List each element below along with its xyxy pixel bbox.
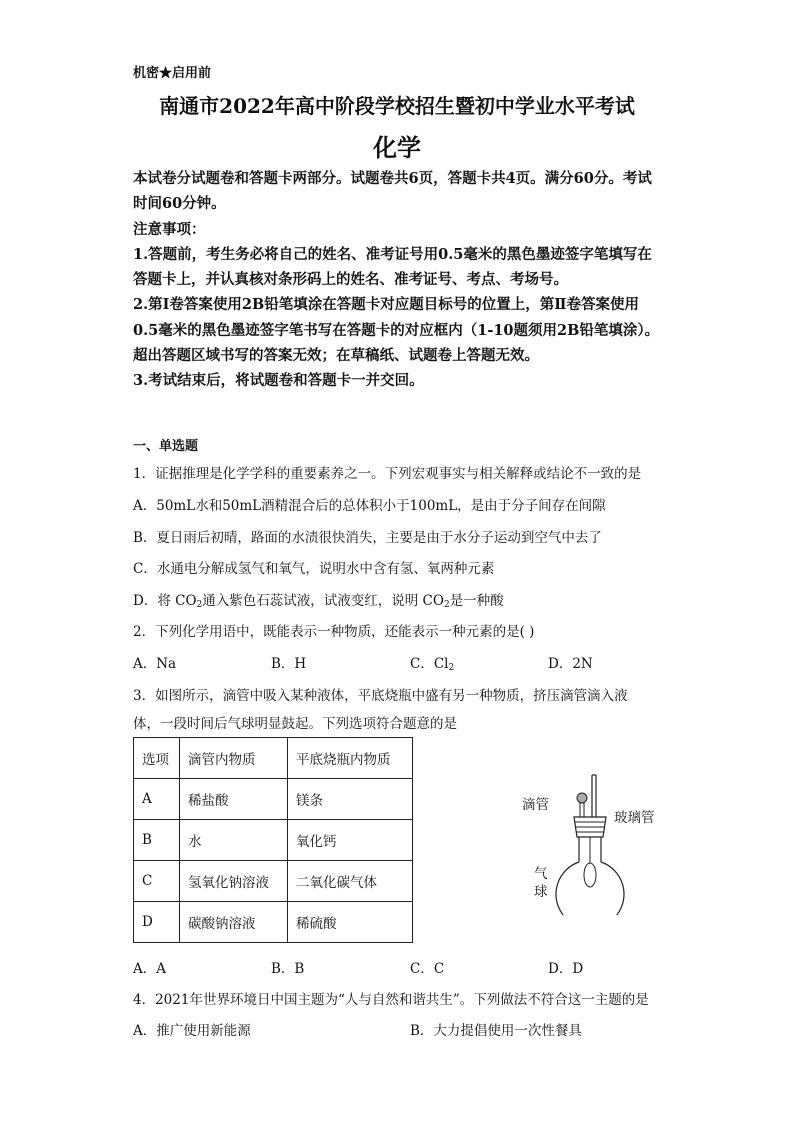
q2-option-b: B．H [271, 656, 307, 672]
notes-intro: 本试卷分试题卷和答题卡两部分。试题卷共6页，答题卡共4页。满分60分。考试时间60分钟。 [133, 170, 652, 213]
subject-title: 化学 [373, 133, 421, 162]
table-cell: D [134, 902, 180, 943]
table-cell: B [134, 820, 180, 861]
q3-option-d: D．D [548, 961, 584, 977]
notes-item: 3.考试结束后，将试题卷和答题卡一并交回。 [133, 372, 424, 390]
table-row [134, 779, 413, 820]
table-row [134, 861, 413, 902]
q2-stem: 2．下列化学用语中，既能表示一种物质，还能表示一种元素的是( ) [133, 624, 535, 640]
q4-option-b: B．大力提倡使用一次性餐具 [410, 1023, 582, 1039]
table-cell: C [134, 861, 180, 902]
table-header-cell: 选项 [134, 738, 180, 779]
q3-option-a: A．A [133, 961, 166, 977]
table-cell: 稀盐酸 [180, 779, 288, 820]
q4-option-a: A．推广使用新能源 [133, 1023, 251, 1039]
table-header-cell: 滴管内物质 [180, 738, 288, 779]
table-cell: 镁条 [288, 779, 413, 820]
q4-stem: 4．2021年世界环境日中国主题为“人与自然和谐共生”。下列做法不符合这一主题的是 [133, 992, 649, 1008]
dropper-bulb [577, 793, 587, 803]
q1-option-c: C．水通电分解成氢气和氧气，说明水中含有氢、氧两种元素 [133, 561, 495, 577]
table-cell: 氧化钙 [288, 820, 413, 861]
q3-stem-line2: 体，一段时间后气球明显鼓起。下列选项符合题意的是 [133, 716, 457, 732]
q2-option-c: C．$Cl_2$ [410, 656, 455, 673]
q2-option-d: D．2N [548, 656, 593, 672]
exam-title: 南通市2022年高中阶段学校招生暨初中学业水平考试 [159, 94, 635, 118]
confidential-mark: 机密★启用前 [133, 66, 212, 81]
table-cell: 稀硫酸 [288, 902, 413, 943]
glass-tube-label: 玻璃管 [614, 810, 655, 826]
table-row [134, 820, 413, 861]
dropper-label: 滴管 [522, 797, 549, 813]
q2-option-a: A．Na [133, 656, 177, 672]
q3-option-b: B．B [271, 961, 305, 977]
table-row [134, 902, 413, 943]
table-cell: 氢氧化钠溶液 [180, 861, 288, 902]
q3-stem-line1: 3．如图所示，滴管中吸入某种液体，平底烧瓶中盛有另一种物质，挤压滴管滴入液 [133, 688, 628, 704]
q1-option-d: D．将 $CO_2$通入紫色石蕊试液，试液变红，说明 $CO_2$是一种酸 [133, 593, 504, 610]
section-heading: 一、单选题 [133, 439, 199, 454]
q1-stem: 1．证据推理是化学学科的重要素养之一。下列宏观事实与相关解释或结论不一致的是 [133, 466, 642, 482]
q3-option-c: C．C [410, 961, 445, 977]
table-cell: 二氧化碳气体 [288, 861, 413, 902]
notes-heading: 注意事项： [133, 220, 206, 238]
table-cell: 水 [180, 820, 288, 861]
balloon [584, 863, 596, 887]
table-header-row [134, 738, 413, 779]
balloon-label-1: 气 [534, 866, 548, 882]
exam-notes [133, 166, 663, 394]
table-header-cell: 平底烧瓶内物质 [288, 738, 413, 779]
notes-item: 2.第Ⅰ卷答案使用2B铅笔填涂在答题卡对应题目标号的位置上，第Ⅱ卷答案使用0.5毫米的黑色墨迹签字笔书写在答题卡的对应框内（1-10题须用2B铅笔填涂）。超出答题区域书写的答案无效；在草稿纸、试题卷上答题无效。 [133, 296, 660, 365]
table-cell: 碳酸钠溶液 [180, 902, 288, 943]
q3-table [133, 737, 413, 943]
balloon-label-2: 球 [534, 884, 548, 900]
table-cell: A [134, 779, 180, 820]
q1-option-a: A．50mL水和50mL酒精混合后的总体积小于100mL，是由于分子间存在间隙 [133, 498, 606, 514]
q1-option-b: B．夏日雨后初晴，路面的水渍很快消失，主要是由于水分子运动到空气中去了 [133, 530, 602, 546]
notes-item: 1.答题前，考生务必将自己的姓名、准考证号用0.5毫米的黑色墨迹签字笔填写在答题卡上，并认真核对条形码上的姓名、准考证号、考点、考场号。 [133, 245, 652, 289]
